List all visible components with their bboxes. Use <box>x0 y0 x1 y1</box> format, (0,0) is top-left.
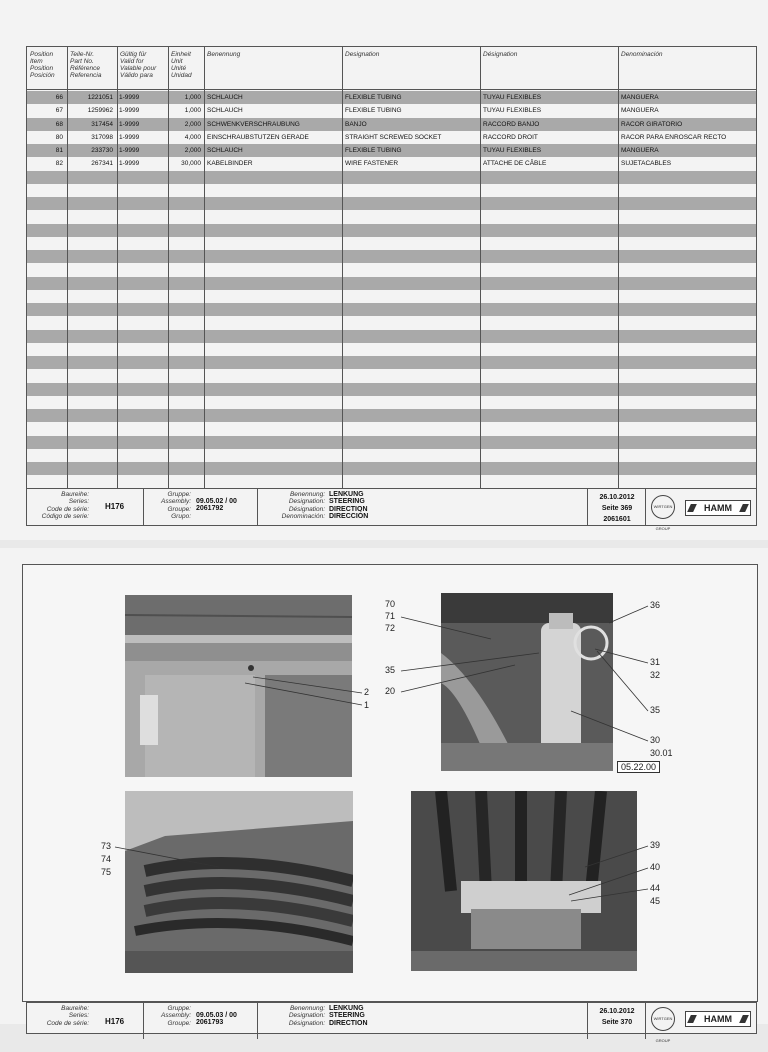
date-page-block: 26.10.2012 Seite 369 2061601 <box>599 494 635 523</box>
column-divider <box>67 47 68 489</box>
table-row <box>27 144 756 157</box>
footer-divider <box>143 1003 144 1039</box>
cell-unit: 1,000 <box>184 94 201 101</box>
table-row <box>27 436 756 449</box>
table-row <box>27 171 756 184</box>
table-row <box>27 157 756 170</box>
table-row <box>27 131 756 144</box>
cell-part: 317098 <box>91 133 113 141</box>
cell-valid: 1-9999 <box>119 107 140 115</box>
footer-divider <box>257 1003 258 1039</box>
group-number: 09.05.03 / 00 2061793 <box>196 1012 237 1027</box>
cell-de: SCHLAUCH <box>207 94 243 101</box>
cell-es: RACOR PARA ENROSCAR RECTO <box>621 133 727 141</box>
callout-45: 45 <box>650 896 661 906</box>
column-divider <box>168 47 169 489</box>
page-footer <box>26 1002 757 1043</box>
table-row <box>27 277 756 290</box>
cell-es: MANGUERA <box>621 107 659 115</box>
cell-en: BANJO <box>345 120 367 128</box>
cell-fr: RACCORD DROIT <box>483 133 538 141</box>
header-part-no: Teile-Nr. Part No. Référence Referencia <box>70 51 102 79</box>
table-row <box>27 250 756 263</box>
table-row <box>27 91 756 104</box>
series-labels: Baureihe: Series: Code de série: Código de serie: <box>41 491 89 521</box>
group-number: 09.05.02 / 00 2061792 <box>196 498 237 513</box>
callout-20: 20 <box>385 686 396 696</box>
wirtgen-group-logo: WIRTGEN GROUP <box>651 495 675 519</box>
leader-lines <box>23 565 757 1001</box>
cell-en: WIRE FASTENER <box>345 160 399 168</box>
cell-en: FLEXIBLE TUBING <box>345 107 402 115</box>
column-divider <box>117 47 118 489</box>
cell-valid: 1-9999 <box>119 133 140 141</box>
table-row <box>27 184 756 197</box>
table-row <box>27 263 756 276</box>
table-row <box>27 197 756 210</box>
cell-unit: 2,000 <box>184 120 201 128</box>
callout-30-01: 30.01 <box>650 748 673 758</box>
table-row <box>27 224 756 237</box>
column-divider <box>480 47 481 489</box>
cell-part: 317454 <box>91 120 113 128</box>
table-row <box>27 330 756 343</box>
date-page-block: 26.10.2012 Seite 370 <box>599 1008 635 1026</box>
cell-fr: TUYAU FLEXIBLES <box>483 107 542 115</box>
header-benennung: Benennung <box>207 51 241 58</box>
cell-unit: 4,000 <box>184 133 201 141</box>
column-divider <box>342 47 343 489</box>
cell-part: 1259962 <box>87 107 113 115</box>
group-labels: Gruppe: Assembly: Groupe: Grupo: <box>161 491 191 521</box>
table-row <box>27 104 756 117</box>
group-labels: Gruppe: Assembly: Groupe: <box>161 1005 191 1027</box>
header-position: Position Item Position Posición <box>30 51 55 79</box>
table-row <box>27 290 756 303</box>
footer-divider <box>257 489 258 525</box>
series-value: H176 <box>105 502 125 511</box>
table-row <box>27 343 756 356</box>
cell-de: KABELBINDER <box>207 160 253 168</box>
cell-pos: 67 <box>55 107 63 115</box>
callout-2: 2 <box>364 687 370 697</box>
column-divider <box>204 47 205 489</box>
table-row <box>27 462 756 475</box>
cell-en: FLEXIBLE TUBING <box>345 147 402 154</box>
cell-pos: 81 <box>55 147 63 154</box>
cell-part: 1221051 <box>87 94 113 101</box>
callout-39: 39 <box>650 840 661 850</box>
cell-en: FLEXIBLE TUBING <box>345 94 402 101</box>
callout-72: 72 <box>385 623 396 633</box>
cell-en: STRAIGHT SCREWED SOCKET <box>345 133 442 141</box>
callout-71: 71 <box>385 611 396 621</box>
cell-part: 233730 <box>91 147 113 154</box>
cell-es: MANGUERA <box>621 94 659 101</box>
series-value: H176 <box>105 1017 125 1026</box>
footer-divider <box>645 1003 646 1039</box>
cell-part: 267341 <box>91 160 113 168</box>
cell-valid: 1-9999 <box>119 160 140 168</box>
illustration-page <box>0 548 768 1043</box>
table-header <box>27 47 756 90</box>
wirtgen-group-logo: WIRTGEN GROUP <box>651 1007 675 1031</box>
cell-pos: 82 <box>55 160 63 168</box>
header-unit: Einheit Unit Unité Unidad <box>171 51 192 79</box>
cell-de: SCHLAUCH <box>207 147 243 154</box>
table-row <box>27 316 756 329</box>
table-row <box>27 369 756 382</box>
page-footer <box>26 488 757 531</box>
cell-pos: 80 <box>55 133 63 141</box>
table-row <box>27 475 756 488</box>
cell-fr: TUYAU FLEXIBLES <box>483 147 542 154</box>
callout-1: 1 <box>364 700 370 710</box>
hamm-logo: HAMM <box>685 1011 751 1027</box>
callout-75: 75 <box>101 867 112 877</box>
cell-es: RACOR GIRATORIO <box>621 120 683 128</box>
cell-de: SCHWENKVERSCHRAUBUNG <box>207 120 300 128</box>
table-row <box>27 118 756 131</box>
table-row <box>27 237 756 250</box>
photo-panel <box>22 564 758 1002</box>
callout-32: 32 <box>650 670 661 680</box>
callout-35: 35 <box>650 705 661 715</box>
cell-unit: 2,000 <box>184 147 201 154</box>
cell-valid: 1-9999 <box>119 94 140 101</box>
header-valid-for: Gültig für Valid for Valable pour Válido para <box>120 51 157 79</box>
cell-valid: 1-9999 <box>119 120 140 128</box>
cell-de: EINSCHRAUBSTUTZEN GERADE <box>207 133 309 141</box>
table-row <box>27 449 756 462</box>
callout-70: 70 <box>385 599 396 609</box>
cell-fr: RACCORD BANJO <box>483 120 540 128</box>
series-labels: Baureihe: Series: Code de série: <box>46 1005 89 1027</box>
callout-36: 36 <box>650 600 661 610</box>
callout-35: 35 <box>385 665 396 675</box>
footer-divider <box>587 489 588 525</box>
name-labels: Benennung: Designation: Désignation: <box>288 1005 325 1027</box>
callout-74: 74 <box>101 854 112 864</box>
callout-73: 73 <box>101 841 112 851</box>
column-divider <box>618 47 619 489</box>
cell-unit: 1,000 <box>184 107 201 115</box>
cell-valid: 1-9999 <box>119 147 140 154</box>
callout-40: 40 <box>650 862 661 872</box>
parts-table <box>26 46 757 490</box>
cell-pos: 66 <box>55 94 63 101</box>
header-designation-en: Designation <box>345 51 380 58</box>
cell-unit: 30,000 <box>181 160 201 168</box>
cell-pos: 68 <box>55 120 63 128</box>
cell-fr: TUYAU FLEXIBLES <box>483 94 542 101</box>
callout-30: 30 <box>650 735 661 745</box>
table-row <box>27 356 756 369</box>
assembly-names: LENKUNG STEERING DIRECTION DIRECCIÓN <box>329 491 369 521</box>
cell-de: SCHLAUCH <box>207 107 243 115</box>
cell-fr: ATTACHE DE CÂBLE <box>483 160 547 168</box>
table-row <box>27 409 756 422</box>
header-denominacion: Denominación <box>621 51 663 58</box>
table-row <box>27 422 756 435</box>
assembly-names: LENKUNG STEERING DIRECTION <box>329 1005 368 1027</box>
hamm-logo: HAMM <box>685 500 751 516</box>
reference-box: 05.22.00 <box>617 761 660 773</box>
footer-divider <box>587 1003 588 1039</box>
table-row <box>27 210 756 223</box>
table-row <box>27 396 756 409</box>
name-labels: Benennung: Designation: Désignation: Denominación: <box>281 491 325 521</box>
cell-es: SUJETACABLES <box>621 160 672 168</box>
footer-divider <box>645 489 646 525</box>
footer-divider <box>143 489 144 525</box>
table-row <box>27 383 756 396</box>
callout-31: 31 <box>650 657 661 667</box>
table-row <box>27 303 756 316</box>
callout-44: 44 <box>650 883 661 893</box>
cell-es: MANGUERA <box>621 147 659 154</box>
header-designation-fr: Désignation <box>483 51 518 58</box>
